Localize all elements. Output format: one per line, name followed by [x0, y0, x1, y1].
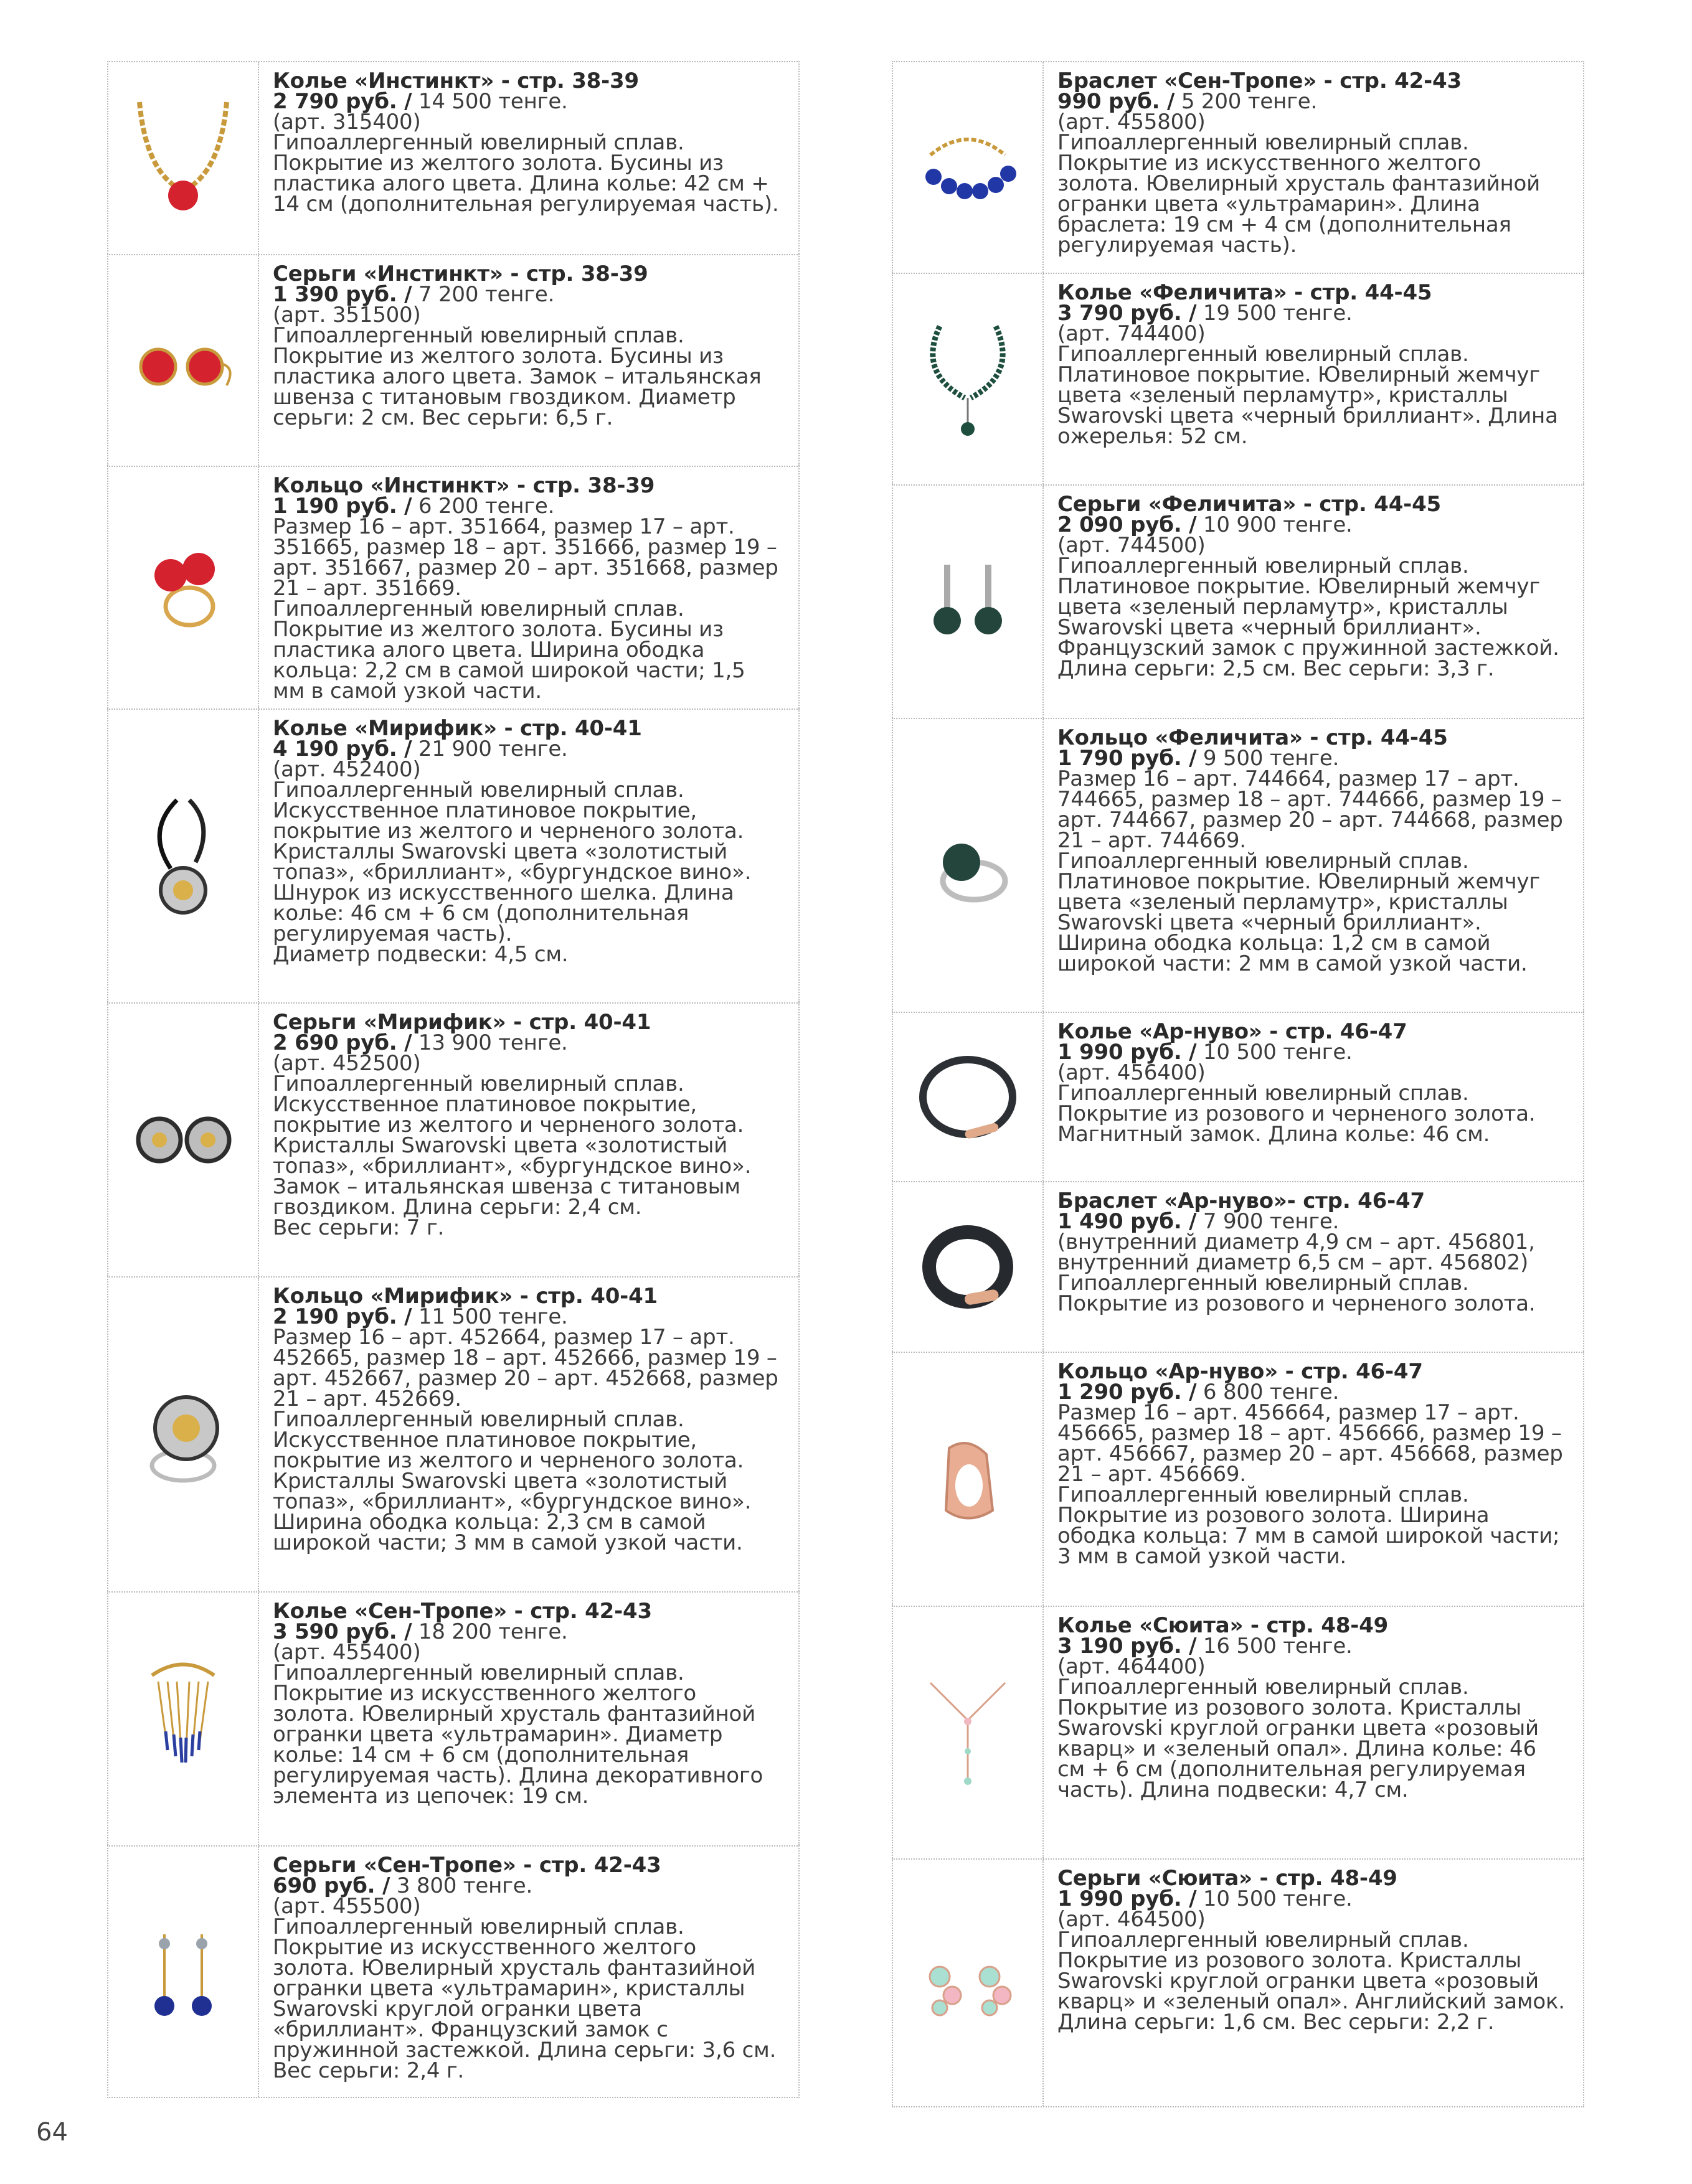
product-title: Серьги «Сен-Тропе» - стр. 42-43	[273, 1853, 661, 1878]
product-title: Серьги «Сюита» - стр. 48-49	[1057, 1866, 1397, 1891]
product-description: Гипоаллергенный ювелирный сплав. Платиновое покрытие. Ювелирный жемчуг цвета «зеленый перламутр», кристаллы Swarovski цвета «черный бриллиант». Французский замок с пружинной застежкой. Длина серьги: 2,5 см. Вес серьги: 3,3 г.	[1057, 553, 1559, 681]
size-articles: Размер 16 – арт. 351664, размер 17 – арт. 351665, размер 18 – арт. 351666, размер 19 – арт. 351667, размер 20 – арт. 351668, размер 21 – арт. 351669.	[273, 514, 778, 601]
braided-bracelet-icon	[905, 1205, 1030, 1329]
price-tenge: 13 900 тенге.	[412, 1030, 568, 1055]
red-bead-necklace-icon	[121, 96, 245, 220]
price-tenge: 7 200 тенге.	[412, 282, 555, 307]
price-rub: 2 790 руб. /	[273, 89, 412, 114]
price-tenge: 11 500 тенге.	[412, 1304, 568, 1329]
pendant-diameter: Диаметр подвески: 4,5 см.	[273, 942, 569, 967]
size-articles: Размер 16 – арт. 452664, размер 17 – арт. 452665, размер 18 – арт. 452666, размер 19 – арт. 452667, размер 20 – арт. 452668, размер 21 – арт. 452669.	[273, 1325, 778, 1411]
product-article: (арт. 455800)	[1057, 110, 1206, 134]
product-row	[107, 708, 800, 1002]
red-bead-ring-icon	[121, 525, 245, 650]
price-tenge: 3 800 тенге.	[390, 1873, 533, 1898]
product-row	[107, 1276, 800, 1591]
product-description: Гипоаллергенный ювелирный сплав. Платиновое покрытие. Ювелирный жемчуг цвета «зеленый перламутр», кристаллы Swarovski цвета «черный бриллиант». Длина ожерелья: 52 см.	[1057, 342, 1558, 449]
product-row	[107, 1591, 800, 1845]
diameter-articles: (внутренний диаметр 4,9 см – арт. 456801, внутренний диаметр 6,5 см – арт. 456802)	[1057, 1230, 1535, 1275]
product-image	[108, 1593, 259, 1845]
product-title: Колье «Мирифик» - стр. 40-41	[273, 716, 642, 741]
product-image	[108, 255, 259, 466]
red-bead-earrings-icon	[121, 298, 245, 423]
green-pearl-necklace-icon	[905, 317, 1030, 441]
price-rub: 3 190 руб. /	[1057, 1634, 1197, 1659]
cord-pendant-necklace-icon	[121, 794, 245, 918]
price-rub: 1 990 руб. /	[1057, 1886, 1197, 1911]
product-row	[892, 718, 1584, 1012]
price-rub: 2 690 руб. /	[273, 1030, 412, 1055]
leather-collar-icon	[905, 1035, 1030, 1159]
product-row	[107, 466, 800, 708]
price-rub: 3 790 руб. /	[1057, 301, 1197, 326]
page-number: 64	[36, 2118, 68, 2147]
product-description: Гипоаллергенный ювелирный сплав. Покрытие из желтого золота. Бусины из пластика алого цвета. Замок – итальянская швенза с титановым гвоздиком. Диаметр серьги: 2 см. Вес серьги: 6,5 г.	[273, 323, 762, 430]
product-row	[107, 1845, 800, 2098]
product-image	[893, 1182, 1044, 1352]
product-description: Гипоаллергенный ювелирный сплав. Искусственное платиновое покрытие, покрытие из желтого и черненого золота. Кристаллы Swarovski цвета «золотистый топаз», «бриллиант», «бургундское вино». Шнурок из искусственного шелка. Длина колье: 46 см + 6 см (дополнительная регулируемая часть).	[273, 778, 752, 946]
price-tenge: 21 900 тенге.	[412, 737, 568, 761]
size-articles: Размер 16 – арт. 456664, размер 17 – арт. 456665, размер 18 – арт. 456666, размер 19 – арт. 456667, размер 20 – арт. 456668, размер 21 – арт. 456669.	[1057, 1400, 1563, 1487]
product-image	[893, 1013, 1044, 1181]
product-description: Гипоаллергенный ювелирный сплав. Покрытие из розового и черненого золота. Магнитный замок. Длина колье: 46 см.	[1057, 1081, 1536, 1147]
product-article: (арт. 351500)	[273, 303, 421, 327]
earring-weight: Вес серьги: 7 г.	[273, 1215, 445, 1240]
product-row	[892, 1012, 1584, 1181]
product-title: Серьги «Мирифик» - стр. 40-41	[273, 1010, 651, 1035]
price-tenge: 9 500 тенге.	[1196, 746, 1340, 771]
product-image	[108, 467, 259, 708]
right-product-column	[892, 61, 1584, 2107]
green-pearl-ring-icon	[905, 803, 1030, 928]
product-image	[893, 1353, 1044, 1606]
opal-cluster-earrings-icon	[905, 1921, 1030, 2045]
price-rub: 3 590 руб. /	[273, 1619, 412, 1644]
product-title: Кольцо «Инстинкт» - стр. 38-39	[273, 473, 655, 498]
product-title: Кольцо «Ар-нуво» - стр. 46-47	[1057, 1359, 1423, 1384]
product-row	[892, 273, 1584, 484]
product-description: Гипоаллергенный ювелирный сплав. Покрытие из розового и черненого золота.	[1057, 1271, 1536, 1316]
price-tenge: 6 800 тенге.	[1196, 1380, 1340, 1405]
product-article: (арт. 464500)	[1057, 1907, 1206, 1932]
product-image	[108, 710, 259, 1002]
price-rub: 1 190 руб. /	[273, 494, 412, 519]
product-title: Кольцо «Мирифик» - стр. 40-41	[273, 1284, 658, 1309]
product-description: Гипоаллергенный ювелирный сплав. Покрытие из розового золота. Ширина ободка кольца: 7 мм в самой широкой части; 3 мм в самой узкой части.	[1057, 1482, 1560, 1569]
product-article: (арт. 455500)	[273, 1894, 421, 1919]
product-description: Гипоаллергенный ювелирный сплав. Искусственное платиновое покрытие, покрытие из желтого и черненого золота. Кристаллы Swarovski цвета «золотистый топаз», «бриллиант», «бургундское вино». Ширина ободка кольца: 2,3 см в самой широкой части; 3 мм в самой узкой части.	[273, 1407, 752, 1555]
product-title: Серьги «Феличита» - стр. 44-45	[1057, 492, 1441, 517]
product-image	[893, 1607, 1044, 1858]
price-rub: 1 490 руб. /	[1057, 1209, 1197, 1234]
product-image	[108, 62, 259, 254]
product-row	[892, 484, 1584, 718]
product-image	[893, 486, 1044, 718]
product-row	[892, 1352, 1584, 1606]
product-article: (арт. 744400)	[1057, 321, 1206, 346]
price-rub: 990 руб. /	[1057, 89, 1175, 114]
price-tenge: 16 500 тенге.	[1196, 1634, 1353, 1659]
product-title: Колье «Феличита» - стр. 44-45	[1057, 280, 1432, 305]
product-image	[893, 274, 1044, 484]
size-articles: Размер 16 – арт. 744664, размер 17 – арт. 744665, размер 18 – арт. 744666, размер 19 – арт. 744667, размер 20 – арт. 744668, размер 21 – арт. 744669.	[1057, 766, 1563, 853]
price-rub: 1 290 руб. /	[1057, 1380, 1197, 1405]
product-description: Гипоаллергенный ювелирный сплав. Покрытие из искусственного желтого золота. Ювелирный хрусталь фантазийной огранки цвета «ультрамарин». Диаметр колье: 14 см + 6 см (дополнительная регулируемая часть). Длина декоративного элемента из цепочек: 19 см.	[273, 1660, 763, 1809]
product-image	[893, 62, 1044, 273]
product-description: Гипоаллергенный ювелирный сплав. Покрытие из розового золота. Кристаллы Swarovski круглой огранки цвета «розовый кварц» и «зеленый опал». Длина колье: 46 см + 6 см (дополнительная регулируемая часть). Длина подвески: 4,7 см.	[1057, 1675, 1539, 1802]
price-tenge: 6 200 тенге.	[412, 494, 555, 519]
left-product-column	[107, 61, 800, 2098]
product-row	[107, 254, 800, 466]
price-tenge: 7 900 тенге.	[1196, 1209, 1340, 1234]
price-rub: 4 190 руб. /	[273, 737, 412, 761]
product-description: Гипоаллергенный ювелирный сплав. Покрытие из искусственного желтого золота. Ювелирный хрусталь фантазийной огранки цвета «ультрамарин», кристаллы Swarovski круглой огранки цвета «бриллиант». Французский замок с пружинной застежкой. Длина серьги: 3,6 см. Вес серьги: 2,4 г.	[273, 1914, 777, 2083]
product-title: Колье «Ар-нуво» - стр. 46-47	[1057, 1019, 1407, 1044]
product-title: Браслет «Сен-Тропе» - стр. 42-43	[1057, 68, 1462, 93]
product-description: Гипоаллергенный ювелирный сплав. Покрытие из розового золота. Кристаллы Swarovski круглой огранки цвета «розовый кварц» и «зеленый опал». Английский замок. Длина серьги: 1,6 см. Вес серьги: 2,2 г.	[1057, 1927, 1565, 2035]
product-article: (арт. 452400)	[273, 757, 421, 782]
price-rub: 1 390 руб. /	[273, 282, 412, 307]
product-article: (арт. 744500)	[1057, 533, 1206, 558]
product-row	[892, 61, 1584, 273]
rose-gold-ring-icon	[905, 1417, 1030, 1542]
blue-drop-earrings-icon	[121, 1909, 245, 2034]
product-article: (арт. 455400)	[273, 1640, 421, 1665]
product-image	[893, 719, 1044, 1012]
product-title: Браслет «Ар-нуво»- стр. 46-47	[1057, 1188, 1425, 1213]
price-tenge: 18 200 тенге.	[412, 1619, 568, 1644]
product-title: Колье «Сен-Тропе» - стр. 42-43	[273, 1599, 652, 1624]
product-description: Гипоаллергенный ювелирный сплав. Покрытие из искусственного желтого золота. Ювелирный хрусталь фантазийной огранки цвета «ультрамарин». Длина браслета: 19 см + 4 см (дополнительная регулируемая часть).	[1057, 130, 1541, 258]
crystal-round-ring-icon	[121, 1372, 245, 1497]
price-tenge: 10 500 тенге.	[1196, 1040, 1353, 1065]
price-tenge: 19 500 тенге.	[1196, 301, 1353, 326]
blue-bead-bracelet-icon	[905, 105, 1030, 230]
price-tenge: 14 500 тенге.	[412, 89, 568, 114]
price-rub: 1 990 руб. /	[1057, 1040, 1197, 1065]
product-title: Колье «Сюита» - стр. 48-49	[1057, 1613, 1389, 1638]
product-title: Кольцо «Феличита» - стр. 44-45	[1057, 725, 1448, 750]
product-image	[893, 1860, 1044, 2106]
product-article: (арт. 464400)	[1057, 1654, 1206, 1679]
product-description: Гипоаллергенный ювелирный сплав. Платиновое покрытие. Ювелирный жемчуг цвета «зеленый перламутр», кристаллы Swarovski цвета «черный бриллиант». Ширина ободка кольца: 1,2 см в самой широкой части: 2 мм в самой узкой части.	[1057, 849, 1540, 976]
fringe-collar-necklace-icon	[121, 1657, 245, 1781]
product-image	[108, 1847, 259, 2097]
product-row	[892, 1858, 1584, 2107]
product-row	[892, 1606, 1584, 1858]
price-rub: 2 190 руб. /	[273, 1304, 412, 1329]
y-chain-necklace-icon	[905, 1670, 1030, 1795]
product-description: Гипоаллергенный ювелирный сплав. Покрытие из желтого золота. Бусины из пластика алого цвета. Длина колье: 42 см + 14 см (дополнительная регулируемая часть).	[273, 130, 779, 217]
product-article: (арт. 456400)	[1057, 1060, 1206, 1085]
crystal-round-earrings-icon	[121, 1078, 245, 1202]
product-row	[107, 1002, 800, 1276]
product-row	[107, 61, 800, 254]
price-rub: 690 руб. /	[273, 1873, 390, 1898]
product-row	[892, 1181, 1584, 1352]
green-pearl-earrings-icon	[905, 540, 1030, 664]
price-tenge: 10 900 тенге.	[1196, 512, 1353, 537]
product-description: Гипоаллергенный ювелирный сплав. Искусственное платиновое покрытие, покрытие из желтого и черненого золота. Кристаллы Swarovski цвета «золотистый топаз», «бриллиант», «бургундское вино». Замок – итальянская швенза с титановым гвоздиком. Длина серьги: 2,4 см.	[273, 1071, 752, 1220]
product-title: Серьги «Инстинкт» - стр. 38-39	[273, 261, 648, 286]
product-image	[108, 1004, 259, 1276]
price-rub: 1 790 руб. /	[1057, 746, 1197, 771]
product-title: Колье «Инстинкт» - стр. 38-39	[273, 68, 639, 93]
product-image	[108, 1278, 259, 1591]
product-description: Гипоаллергенный ювелирный сплав. Покрытие из желтого золота. Бусины из пластика алого цвета. Ширина ободка кольца: 2,2 см в самой широкой части; 1,5 мм в самой узкой части.	[273, 596, 745, 704]
product-article: (арт. 315400)	[273, 110, 421, 134]
price-tenge: 5 200 тенге.	[1174, 89, 1318, 114]
price-rub: 2 090 руб. /	[1057, 512, 1197, 537]
price-tenge: 10 500 тенге.	[1196, 1886, 1353, 1911]
product-article: (арт. 452500)	[273, 1051, 421, 1076]
